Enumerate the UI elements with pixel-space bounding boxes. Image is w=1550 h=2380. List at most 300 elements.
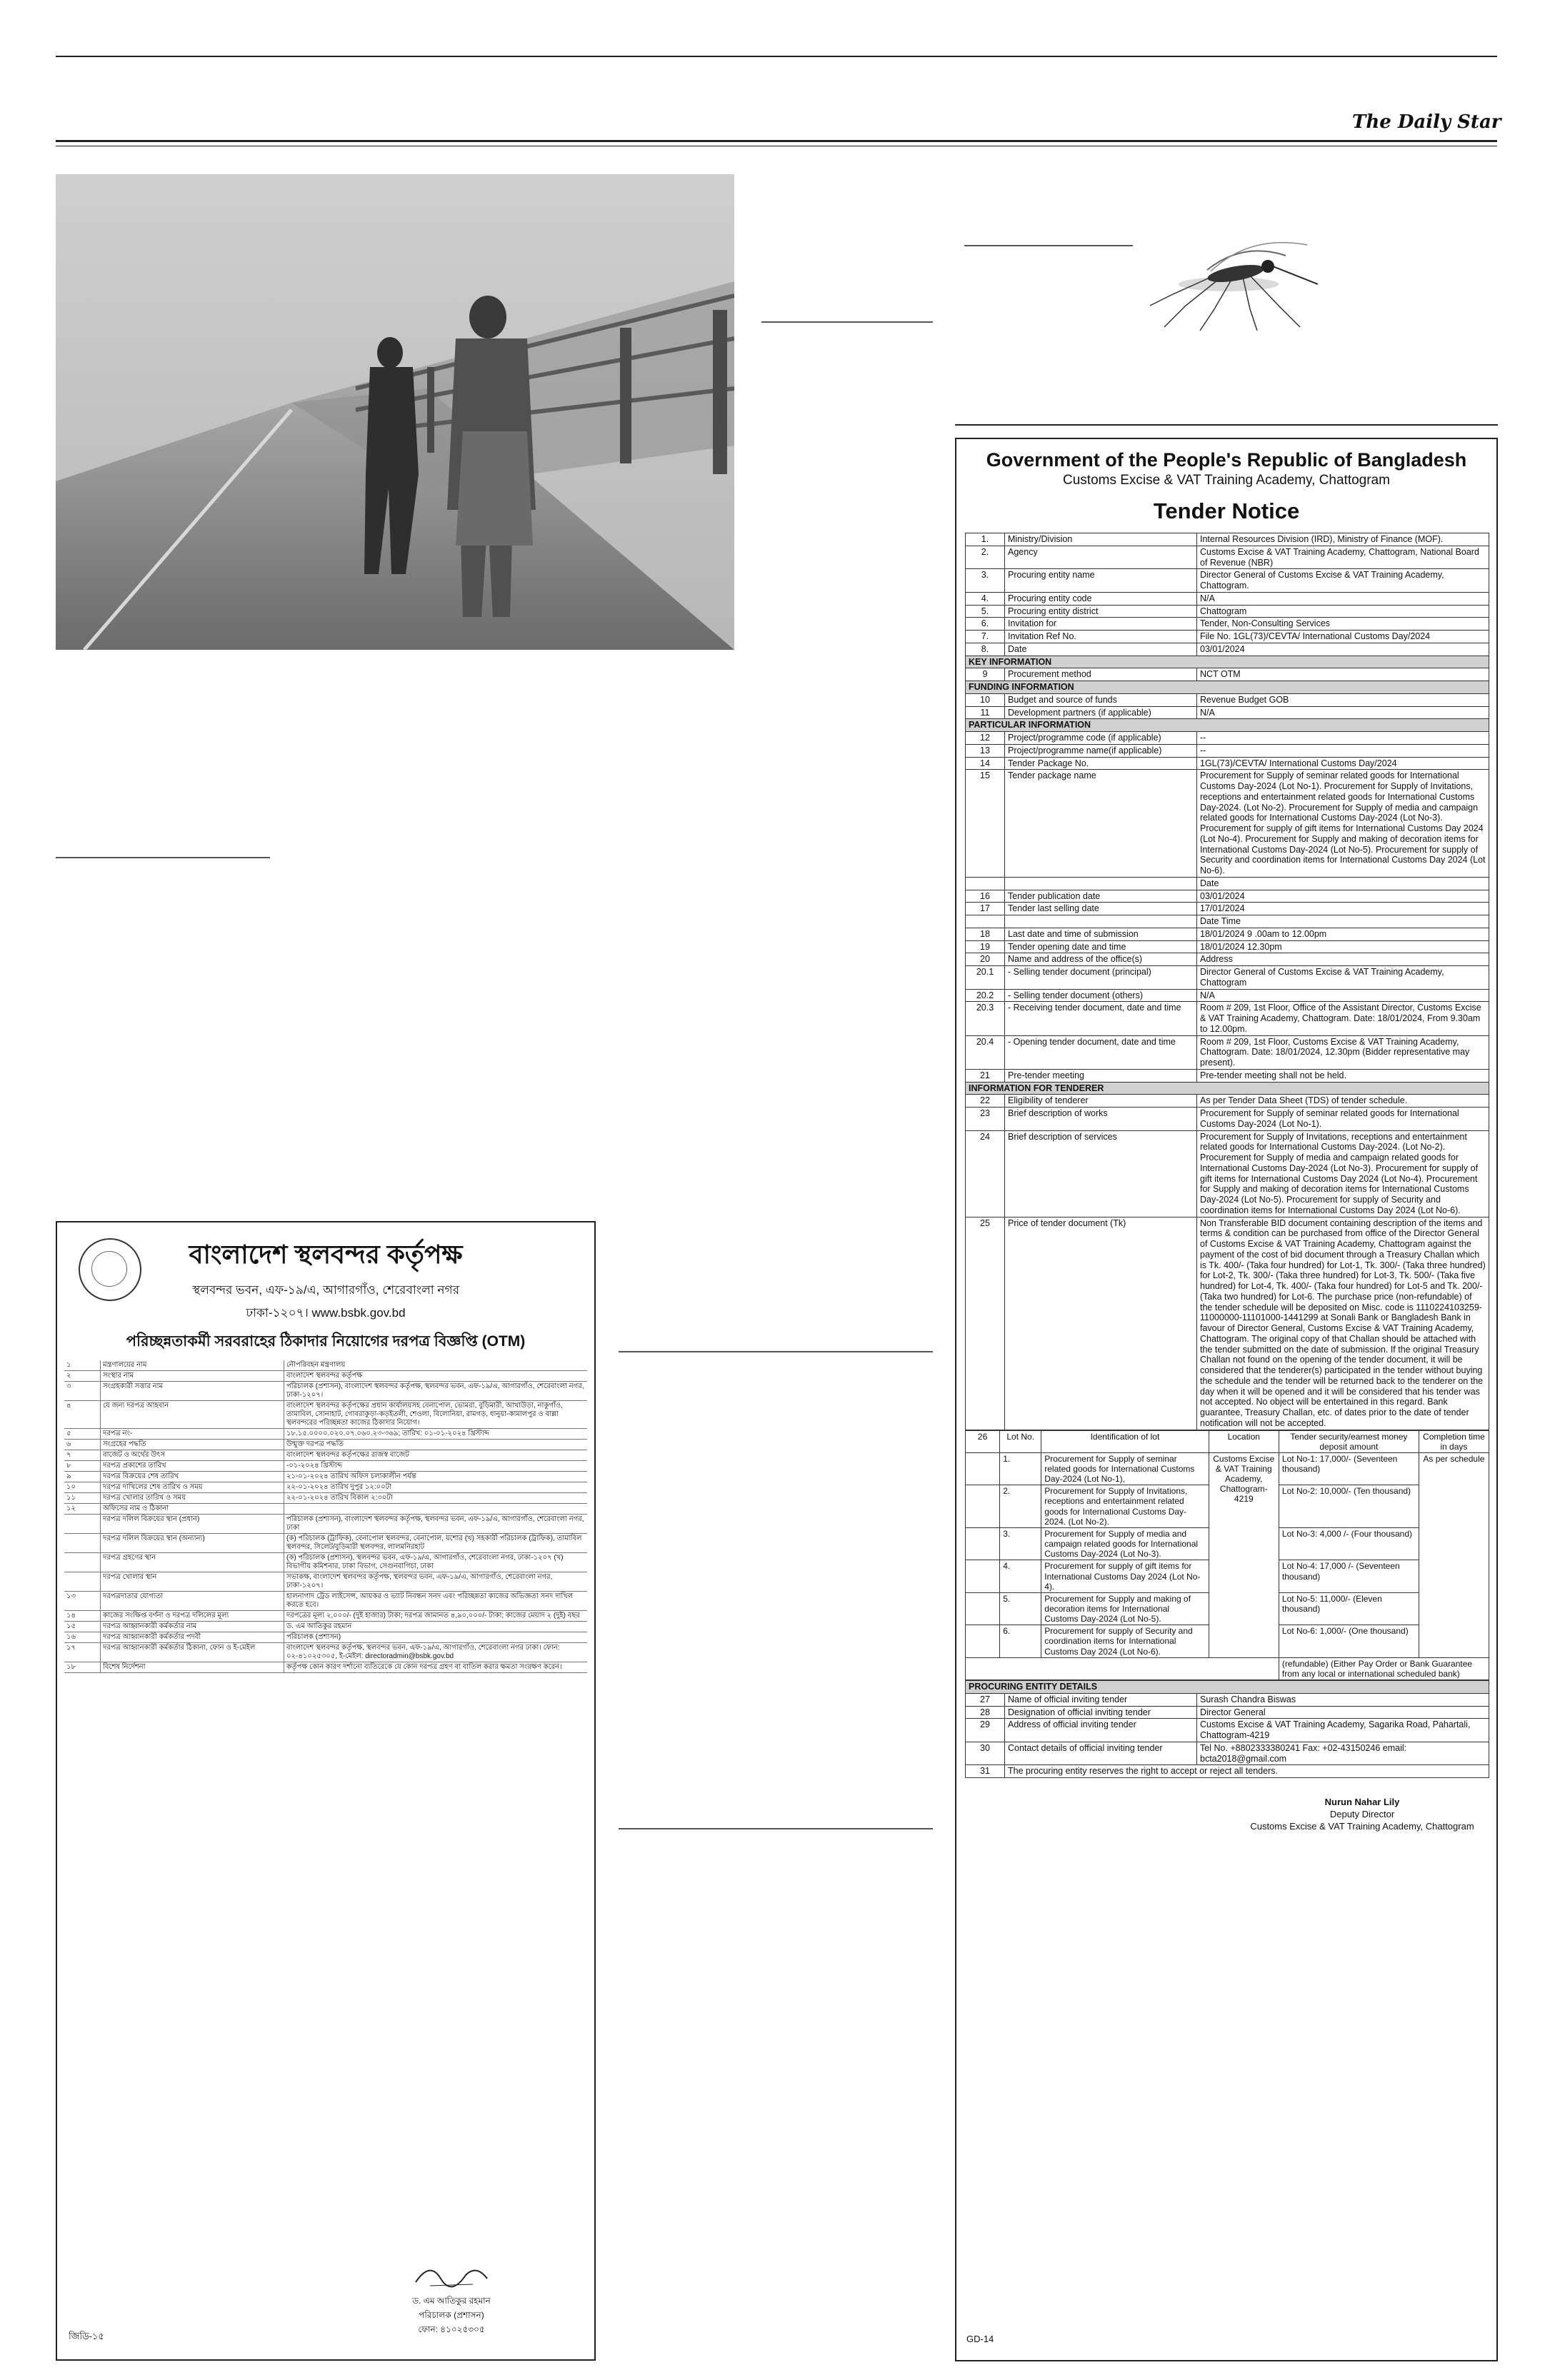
bsbk-row [64, 1504, 587, 1515]
tender-row [966, 757, 1489, 770]
tender-row [966, 877, 1489, 890]
bsbk-row-number: ১৩ [64, 1592, 101, 1610]
row-number: 31 [966, 1765, 1005, 1778]
bsbk-row-label: দরপত্র বিক্রয়ের শেষ তারিখ [101, 1472, 284, 1482]
tender-row [966, 989, 1489, 1002]
bsbk-row-number: ১৪ [64, 1611, 101, 1621]
row-label: The procuring entity reserves the right to accept or reject all tenders. [1005, 1765, 1489, 1778]
lot-blank [966, 1452, 1000, 1485]
lot-identification: Procurement for supply of Security and coordination items for International Customs Day 2024 (Lot No-6). [1041, 1625, 1209, 1657]
bsbk-row [64, 1429, 587, 1440]
lot-header-sec: Tender security/earnest money deposit amount [1279, 1430, 1419, 1452]
row-value: 18/01/2024 12.30pm [1197, 940, 1489, 953]
row-value: As per Tender Data Sheet (TDS) of tender schedule. [1197, 1095, 1489, 1108]
bsbk-row [64, 1662, 587, 1673]
row-number: 23 [966, 1108, 1005, 1131]
tender-row [966, 1035, 1489, 1069]
row-value: Chattogram [1197, 605, 1489, 618]
row-number: 12 [966, 732, 1005, 745]
procuring-entity-table [965, 1680, 1489, 1778]
row-label: Last date and time of submission [1005, 928, 1197, 940]
tender-row [966, 1108, 1489, 1131]
section-label: PARTICULAR INFORMATION [966, 719, 1489, 732]
section-label: PROCURING ENTITY DETAILS [966, 1681, 1489, 1694]
bsbk-row-number: ৫ [64, 1429, 101, 1439]
lot-header-no: 26 [966, 1430, 1000, 1452]
row-label: Procuring entity code [1005, 592, 1197, 605]
bsbk-row [64, 1534, 587, 1553]
bsbk-row-number: ১২ [64, 1504, 101, 1514]
signer-name: Nurun Nahar Lily [1324, 1797, 1400, 1808]
lot-number: 6. [1000, 1625, 1041, 1657]
lot-security-note: (refundable) (Either Pay Order or Bank Guarantee from any local or international scheduled bank) [1279, 1657, 1489, 1679]
bsbk-row-value: সভাকক্ষ, বাংলাদেশ স্থলবন্দর কর্তৃপক্ষ, স্থলবন্দর ভবন, এফ-১৯/এ, আগারগাঁও, শেরেবাংলা নগর, ঢাকা-১২০৭। [286, 1573, 553, 1590]
row-value: Procurement for Supply of seminar related goods for International Customs Day-2024 (Lot No-1). Procurement for Supply of Invitations, receptions and entertainment related goods for International Customs Day-2024. (Lot No-2). Procurement for Supply of media and campaign related goods for International Customs Day-2024 (Lot No-3). Procurement for supply of gift items for International Customs Day 2024 (Lot No-4). Procurement for Supply and making of decoration items for International Customs Day-2024 (Lot No-5). Procurement for supply of Security and coordination items for International Customs Day 2024 (Lot No-6). [1197, 770, 1489, 878]
bsbk-row-number: ১৭ [64, 1643, 101, 1662]
bsbk-row [64, 1371, 587, 1382]
bsbk-row [64, 1515, 587, 1534]
row-number: 19 [966, 940, 1005, 953]
row-value: Date Time [1197, 915, 1489, 928]
row-value: -- [1197, 732, 1489, 745]
bsbk-row-label: দরপত্র প্রকাশের তারিখ [101, 1461, 284, 1471]
row-label: Invitation Ref No. [1005, 631, 1197, 643]
column-rule [964, 245, 1133, 246]
lot-security: Lot No-5: 11,000/- (Eleven thousand) [1279, 1592, 1419, 1625]
row-label: - Opening tender document, date and time [1005, 1035, 1197, 1069]
tender-row [966, 928, 1489, 940]
row-number: 20.1 [966, 966, 1005, 990]
row-label: Brief description of services [1005, 1130, 1197, 1217]
row-label: Address of official inviting tender [1005, 1719, 1197, 1742]
bsbk-address-2: ঢাকা-১২০৭। www.bsbk.gov.bd [246, 1306, 406, 1320]
row-label: Designation of official inviting tender [1005, 1706, 1197, 1719]
tender-section-row [966, 719, 1489, 732]
row-number: 7. [966, 631, 1005, 643]
column-rule [56, 857, 270, 858]
section-label: KEY INFORMATION [966, 656, 1489, 668]
lot-number: 1. [1000, 1452, 1041, 1485]
lot-security: Lot No-3: 4,000 /- (Four thousand) [1279, 1527, 1419, 1560]
lot-number: 3. [1000, 1527, 1041, 1560]
row-number: 20 [966, 953, 1005, 966]
bsbk-row [64, 1643, 587, 1662]
tender-row [966, 533, 1489, 546]
row-value: 17/01/2024 [1197, 903, 1489, 915]
bsbk-row-number: ১ [64, 1360, 101, 1370]
row-number: 24 [966, 1130, 1005, 1217]
procuring-row [966, 1706, 1489, 1719]
signer-title: Deputy Director [1329, 1808, 1395, 1819]
lot-identification: Procurement for Supply and making of decoration items for International Customs Day-2024 (Lot No-5). [1041, 1592, 1209, 1625]
lot-header-ident: Identification of lot [1041, 1430, 1209, 1452]
procuring-row [966, 1742, 1489, 1765]
bsbk-signature [359, 2257, 544, 2338]
bsbk-row [64, 1401, 587, 1429]
bsbk-row [64, 1482, 587, 1493]
fog-bridge-photo [56, 174, 734, 650]
tender-row [966, 605, 1489, 618]
bsbk-row [64, 1553, 587, 1572]
bsbk-table [64, 1360, 587, 1673]
tender-row [966, 770, 1489, 878]
bsbk-row-label: যে জন্য দরপত্র আহবান [101, 1401, 284, 1428]
lot-location: Customs Excise & VAT Training Academy, Chattogram-4219 [1209, 1452, 1279, 1657]
tender-signature [1228, 1797, 1496, 1833]
lot-completion-time: As per schedule [1419, 1452, 1489, 1657]
row-label [1005, 915, 1197, 928]
row-number: 27 [966, 1693, 1005, 1706]
bsbk-row-value: পরিচালক (প্রশাসন), বাংলাদেশ স্থলবন্দর কর্তৃপক্ষ, স্থলবন্দর ভবন, এফ-১৯/এ, আগারগাঁও, শেরেবাংলা নগর, ঢাকা [286, 1515, 584, 1532]
row-value: 03/01/2024 [1197, 643, 1489, 656]
row-number: 5. [966, 605, 1005, 618]
row-value: Director General [1197, 1706, 1489, 1719]
bsbk-row-value: বাংলাদেশ স্থলবন্দর কর্তৃপক্ষের রাজস্ব বাজেট [286, 1451, 409, 1459]
bsbk-row [64, 1450, 587, 1461]
section-label: INFORMATION FOR TENDERER [966, 1082, 1489, 1095]
row-label [1005, 877, 1197, 890]
bsbk-row-value: কর্তৃপক্ষ কোন কারণ দর্শানো ব্যতিরেকে যে কোন দরপত্র গ্রহণ বা বাতিল করার ক্ষমতা সংরক্ষণ করেন। [286, 1663, 562, 1671]
bsbk-row-value: পরিচালক (প্রশাসন), বাংলাদেশ স্থলবন্দর কর্তৃপক্ষ, স্থলবন্দর ভবন, এফ-১৯/এ, আগারগাঁও, শেরেবাংলা নগর, ঢাকা-১২০৭। [286, 1382, 584, 1399]
tender-section-row [966, 681, 1489, 694]
section-label: FUNDING INFORMATION [966, 681, 1489, 694]
tender-row [966, 693, 1489, 706]
row-value: Procurement for Supply of seminar related goods for International Customs Day-2024 (Lot No-1). [1197, 1108, 1489, 1131]
column-rule [619, 1351, 933, 1352]
lot-number: 5. [1000, 1592, 1041, 1625]
lot-identification: Procurement for Supply of media and campaign related goods for International Customs Day-2024 (Lot No-3). [1041, 1527, 1209, 1560]
bsbk-row-number: ৯ [64, 1472, 101, 1482]
bsbk-row-number [64, 1515, 101, 1533]
tender-row [966, 1217, 1489, 1430]
bsbk-row-value: -০১-২০২৪ খ্রিস্টাব্দ [286, 1462, 342, 1470]
bsbk-row-value: ২১-০১-২০২৪ তারিখ অফিস চলাকালীন পর্যন্ত [286, 1472, 416, 1480]
bsbk-row-number: ৮ [64, 1461, 101, 1471]
tender-row [966, 915, 1489, 928]
row-number: 22 [966, 1095, 1005, 1108]
row-value: -- [1197, 744, 1489, 757]
row-label: Tender opening date and time [1005, 940, 1197, 953]
row-value: Non Transferable BID document containing description of the items and terms & condition can be purchased from office of the Director General of Customs Excise & VAT Training Academy, Chattogram against the payment of the cost of bid document through a Treasury Challan which is Tk. 400/- (Taka four hundred) for Lot-1, Tk. 300/- (Taka three hundred) for Lot-2, Tk. 300/- (Taka three hundred) for Lot-3, Tk. 500/- (Taka five hundred) for Lot-4, Tk. 400/- (Taka four hundred) for Lot-5 and Tk. 200/- (Taka two hundred) for Lot-6. The purchase price (non-refundable) of the tender schedule will be deposited on Misc. code is 1110224103259-11000000-11101000-1441299 at Sonali Bank or Bangladesh Bank in favour of Director General, Customs Excise & VAT Training Academy, Chattogram. The original copy of that Challan should be attached with the tender submitted on the date of submission. If the original Treasury Challan not found on the opening of the tender document, it will be considered that the tenderer(s) participated in the tender without buying the schedule and the tender will be returned back to the tenderer on the day when it will be opened and it will be considered that his tender was not accepted. No object will be entertained in this regard. Bank guarantee, Treasury Challan, etc. of dates prior to the date of tender notification will not be accepted. [1197, 1217, 1489, 1430]
row-number: 10 [966, 693, 1005, 706]
row-label: - Receiving tender document, date and time [1005, 1002, 1197, 1035]
row-label: Date [1005, 643, 1197, 656]
lot-blank [966, 1485, 1000, 1528]
bsbk-row [64, 1632, 587, 1643]
bsbk-row [64, 1360, 587, 1371]
row-label: - Selling tender document (others) [1005, 989, 1197, 1002]
row-value: N/A [1197, 989, 1489, 1002]
bsbk-row [64, 1382, 587, 1401]
row-label: Contact details of official inviting tender [1005, 1742, 1197, 1765]
lot-number: 4. [1000, 1560, 1041, 1592]
lot-identification: Procurement for Supply of seminar related goods for International Customs Day-2024 (Lot No-1), [1041, 1452, 1209, 1485]
bsbk-row [64, 1440, 587, 1450]
row-value: 03/01/2024 [1197, 890, 1489, 903]
lot-header-time: Completion time in days [1419, 1430, 1489, 1452]
row-value: Revenue Budget GOB [1197, 693, 1489, 706]
bsbk-row [64, 1592, 587, 1611]
bsbk-row-value: নৌপরিবহন মন্ত্রণালয় [286, 1361, 346, 1369]
tender-gov-title: Government of the People's Republic of Bangladesh [986, 449, 1467, 471]
column-rule [955, 424, 1498, 426]
column-rule [619, 1828, 933, 1829]
row-value: File No. 1GL(73)/CEVTA/ International Customs Day/2024 [1197, 631, 1489, 643]
tender-title: Tender Notice [1153, 498, 1300, 523]
row-label: Project/programme name(if applicable) [1005, 744, 1197, 757]
row-label: Tender Package No. [1005, 757, 1197, 770]
tender-notice [955, 438, 1498, 2361]
row-label: Ministry/Division [1005, 533, 1197, 546]
row-label: Brief description of works [1005, 1108, 1197, 1131]
row-number: 11 [966, 706, 1005, 719]
row-value: Director General of Customs Excise & VAT Training Academy, Chattogram [1197, 966, 1489, 990]
tender-row [966, 618, 1489, 631]
lot-blank [966, 1560, 1000, 1592]
row-label: Pre-tender meeting [1005, 1069, 1197, 1082]
bsbk-row-label: অফিসের নাম ও ঠিকানা [101, 1504, 284, 1514]
row-value: N/A [1197, 592, 1489, 605]
row-number: 9 [966, 668, 1005, 681]
bsbk-row-label: দরপত্র খোলার স্থান [101, 1572, 284, 1591]
tender-section-row [966, 1681, 1489, 1694]
row-number: 15 [966, 770, 1005, 878]
lot-identification: Procurement for Supply of Invitations, receptions and entertainment related goods for International Customs Day-2024. (Lot No-2). [1041, 1485, 1209, 1528]
signature-scribble [409, 2257, 494, 2293]
tender-row [966, 668, 1489, 681]
lot-blank [966, 1625, 1000, 1657]
row-label: Procurement method [1005, 668, 1197, 681]
row-value: Procurement for Supply of Invitations, receptions and entertainment related goods for International Customs Day-2024. (Lot No-2). Procurement for Supply of media and campaign related goods for International Customs Day-2024 (Lot No-3). Procurement for supply of gift items for International Customs Day 2024 (Lot No-4). Procurement for Supply and making of decoration items for International Customs Day-2024 (Lot No-5). Procurement for supply of Security and coordination items for International Customs Day 2024 (Lot No-6). [1197, 1130, 1489, 1217]
bsbk-row-value: ২২-০১-২০২৪ তারিখ দুপুর ১২:০০টা [286, 1483, 391, 1491]
bsbk-row-number: ৩ [64, 1382, 101, 1400]
bsbk-row [64, 1572, 587, 1592]
tender-row [966, 1069, 1489, 1082]
row-label: Name of official inviting tender [1005, 1693, 1197, 1706]
bsbk-row-value: বাংলাদেশ স্থলবন্দর কর্তৃপক্ষ [286, 1372, 363, 1380]
row-number: 2. [966, 546, 1005, 569]
bsbk-row-value: দরপত্রের মূল্য ২,০০০/- (দুই হাজার) টাকা; দরপত্র জামানত ৪,৯০,০০০/- টাকা; কাজের মেয়াদ ২ (দুই) বছর [286, 1612, 580, 1620]
row-label: Price of tender document (Tk) [1005, 1217, 1197, 1430]
row-number: 8. [966, 643, 1005, 656]
tender-row [966, 1095, 1489, 1108]
header-rule-1 [56, 140, 1497, 142]
signer-org: Customs Excise & VAT Training Academy, Chattogram [1250, 1820, 1474, 1832]
tender-row [966, 569, 1489, 593]
row-value: Customs Excise & VAT Training Academy, Chattogram, National Board of Revenue (NBR) [1197, 546, 1489, 569]
bsbk-row-value [284, 1504, 587, 1514]
lot-security: Lot No-2: 10,000/- (Ten thousand) [1279, 1485, 1419, 1528]
row-label: Name and address of the office(s) [1005, 953, 1197, 966]
bsbk-row-label: দরপত্র দলিল বিক্রয়ের স্থান (অন্যান্য) [101, 1534, 284, 1552]
bsbk-row-number: ১০ [64, 1482, 101, 1492]
row-number: 6. [966, 618, 1005, 631]
row-number: 4. [966, 592, 1005, 605]
bsbk-row-label: দরপত্র গ্রহণের স্থান [101, 1553, 284, 1572]
bsbk-row [64, 1611, 587, 1622]
column-rule [761, 321, 933, 323]
row-label: Eligibility of tenderer [1005, 1095, 1197, 1108]
row-number: 1. [966, 533, 1005, 546]
tender-row [966, 953, 1489, 966]
bsbk-row-number: ৭ [64, 1450, 101, 1460]
row-number: 20.3 [966, 1002, 1005, 1035]
row-number: 17 [966, 903, 1005, 915]
row-value: Tel No. +8802333380241 Fax: +02-43150246 email: bcta2018@gmail.com [1197, 1742, 1489, 1765]
row-number: 20.2 [966, 989, 1005, 1002]
row-value: N/A [1197, 706, 1489, 719]
tender-row [966, 890, 1489, 903]
lot-number: 2. [1000, 1485, 1041, 1528]
bsbk-title: বাংলাদেশ স্থলবন্দর কর্তৃপক্ষ [189, 1240, 463, 1269]
bsbk-row-label: দরপত্র নং- [101, 1429, 284, 1439]
bsbk-row-number: ৬ [64, 1440, 101, 1450]
row-number: 18 [966, 928, 1005, 940]
masthead-logo: The Daily Star [1352, 111, 1501, 133]
lot-identification: Procurement for supply of gift items for International Customs Day 2024 (Lot No-4). [1041, 1560, 1209, 1592]
row-number: 3. [966, 569, 1005, 593]
row-value: Room # 209, 1st Floor, Office of the Assistant Director, Customs Excise & VAT Training Academy, Chattogram. Date: 18/01/2024, From 9.30am to 12.00pm. [1197, 1002, 1489, 1035]
bsbk-row-value: উন্মুক্ত দরপত্র পদ্ধতি [286, 1440, 344, 1448]
bsbk-row [64, 1622, 587, 1632]
tender-row [966, 966, 1489, 990]
row-value: Director General of Customs Excise & VAT Training Academy, Chattogram. [1197, 569, 1489, 593]
row-value: Pre-tender meeting shall not be held. [1197, 1069, 1489, 1082]
bsbk-row-value: (ক) পরিচালক (ট্রাফিক), বেনাপোল স্থলবন্দর, বেনাপোল, যশোর (খ) সহকারী পরিচালক (ট্রাফিক), তামাবিল স্থলবন্দর, সিলেট/বুড়িমারী স্থলবন্দর, লালমনিরহাট [286, 1535, 582, 1551]
row-number: 16 [966, 890, 1005, 903]
procuring-row [966, 1719, 1489, 1742]
lot-table [965, 1430, 1489, 1681]
bsbk-row [64, 1461, 587, 1472]
row-label: Invitation for [1005, 618, 1197, 631]
row-number: 20.4 [966, 1035, 1005, 1069]
bsbk-row-label: সংস্থার নাম [101, 1371, 284, 1381]
procuring-row [966, 1765, 1489, 1778]
row-number: 21 [966, 1069, 1005, 1082]
bsbk-row-label: সংগ্রহকারী সত্তার নাম [101, 1382, 284, 1400]
bsbk-row-value: হালনাগাদ ট্রেড লাইসেন্স, আয়কর ও ভ্যাট নিবন্ধন সনদ এবং পরিচ্ছন্নতা কাজের অভিজ্ঞতা সনদ দাখিল করতে হবে। [286, 1592, 574, 1609]
row-number: 30 [966, 1742, 1005, 1765]
row-number: 14 [966, 757, 1005, 770]
row-value: Room # 209, 1st Floor, Customs Excise & VAT Training Academy, Chattogram. Date: 18/01/2024, 12.30pm (Bidder representative may present). [1197, 1035, 1489, 1069]
bsbk-row-value: ১৮.১৫.০০০০.০২০.০৭.০৬০.২৩-৩৬৯; তারিখ: ০১-০১-২০২৪ খ্রিস্টাব্দ [286, 1430, 489, 1437]
lot-note-spacer [966, 1657, 1279, 1679]
row-number: 13 [966, 744, 1005, 757]
bsbk-row-label: দরপত্র দলিল বিক্রয়ের স্থান (প্রধান) [101, 1515, 284, 1533]
tender-row [966, 1130, 1489, 1217]
bsbk-row-number [64, 1534, 101, 1552]
row-value: Date [1197, 877, 1489, 890]
bsbk-row-label: দরপত্রদাতার যোগ্যতা [101, 1592, 284, 1610]
lot-row [966, 1452, 1489, 1485]
row-label: Project/programme code (if applicable) [1005, 732, 1197, 745]
bsbk-row [64, 1493, 587, 1504]
lot-security: Lot No-4: 17,000 /- (Seventeen thousand) [1279, 1560, 1419, 1592]
row-number [966, 915, 1005, 928]
top-rule [56, 56, 1497, 57]
row-value: 1GL(73)/CEVTA/ International Customs Day/2024 [1197, 757, 1489, 770]
bsbk-logo [79, 1238, 141, 1301]
row-value: Surash Chandra Biswas [1197, 1693, 1489, 1706]
bsbk-row-number [64, 1572, 101, 1591]
lot-header-lot: Lot No. [1000, 1430, 1041, 1452]
row-label: Tender last selling date [1005, 903, 1197, 915]
bsbk-row-number: ১১ [64, 1493, 101, 1503]
lot-header-row [966, 1430, 1489, 1452]
gd-code: GD-14 [966, 2334, 994, 2344]
bsbk-gd-code: জিডি-১৫ [69, 2331, 104, 2341]
bsbk-row-number: ২ [64, 1371, 101, 1381]
tender-row [966, 643, 1489, 656]
tender-table [965, 533, 1489, 1430]
bsbk-row-value: বাংলাদেশ স্থলবন্দর কর্তৃপক্ষ, স্থলবন্দর ভবন, এফ-১৯/এ, আগারগাঁও, শেরেবাংলা নগর ঢাকা। ফোন: ০২-৪১০২৫৩০৫, ই-মেইল: directoradmin@bsbk.gov.bd [286, 1644, 560, 1660]
row-label: Agency [1005, 546, 1197, 569]
row-value: Tender, Non-Consulting Services [1197, 618, 1489, 631]
lot-blank [966, 1527, 1000, 1560]
row-number: 28 [966, 1706, 1005, 1719]
tender-section-row [966, 1082, 1489, 1095]
row-label: Tender package name [1005, 770, 1197, 878]
bsbk-row-value: বাংলাদেশ স্থলবন্দর কর্তৃপক্ষের প্রধান কার্যালয়সহ বেনাপোল, ভোমরা, বুড়িমারী, আখাউড়া, নাকুগাঁও, তামাবিল, সোনাহাট, গোবরাকুড়া-কড়ইতলী, শেওলা, বিলোনিয়া, রামগড়, ধানুয়া-কামালপুর ও বাল্লা স্থলবন্দরের পরিচ্ছন্নতা কাজের ঠিকাদার নিয়োগ। [286, 1402, 563, 1427]
bsbk-signer-phone: ফোন: ৪১০২৫৩০৫ [418, 2324, 485, 2334]
row-value: Internal Resources Division (IRD), Ministry of Finance (MOF). [1197, 533, 1489, 546]
tender-row [966, 631, 1489, 643]
tender-row [966, 546, 1489, 569]
bsbk-row-number: ৪ [64, 1401, 101, 1428]
bsbk-signer-title: পরিচালক (প্রশাসন) [419, 2310, 484, 2320]
lot-blank [966, 1592, 1000, 1625]
row-label: - Selling tender document (principal) [1005, 966, 1197, 990]
bsbk-row-label: দরপত্র আহ্বানকারী কর্মকর্তার পদবী [101, 1632, 284, 1642]
bsbk-row [64, 1472, 587, 1482]
bsbk-row-number: ১৬ [64, 1632, 101, 1642]
bsbk-row-number [64, 1553, 101, 1572]
tender-row [966, 903, 1489, 915]
lot-header-loc: Location [1209, 1430, 1279, 1452]
row-value: NCT OTM [1197, 668, 1489, 681]
row-label: Tender publication date [1005, 890, 1197, 903]
bsbk-row-value: ২২-০১-২০২৪ তারিখ বিকাল ২:৩০টা [286, 1494, 393, 1502]
lot-security: Lot No-1: 17,000/- (Seventeen thousand) [1279, 1452, 1419, 1485]
procuring-row [966, 1693, 1489, 1706]
lot-note-row [966, 1657, 1489, 1679]
mosquito-illustration [1143, 227, 1329, 334]
row-label: Procuring entity district [1005, 605, 1197, 618]
bsbk-row-label: দরপত্র আহ্বানকারী কর্মকর্তার ঠিকানা, ফোন ও ই-মেইল [101, 1643, 284, 1662]
row-value: Customs Excise & VAT Training Academy, Sagarika Road, Pahartali, Chattogram-4219 [1197, 1719, 1489, 1742]
row-value: Address [1197, 953, 1489, 966]
tender-row [966, 706, 1489, 719]
tender-section-row [966, 656, 1489, 668]
row-label: Procuring entity name [1005, 569, 1197, 593]
bsbk-row-number: ১৮ [64, 1662, 101, 1672]
tender-academy: Customs Excise & VAT Training Academy, Chattogram [1063, 473, 1390, 488]
row-label: Development partners (if applicable) [1005, 706, 1197, 719]
bsbk-row-label: দরপত্র আহ্বানকারী কর্মকর্তার নাম [101, 1622, 284, 1632]
row-number [966, 877, 1005, 890]
row-number: 29 [966, 1719, 1005, 1742]
bsbk-row-label: কাজের সংক্ষিপ্ত বর্ণনা ও দরপত্র দলিলের মূল্য [101, 1611, 284, 1621]
bsbk-row-label: সংগ্রহের পদ্ধতি [101, 1440, 284, 1450]
tender-row [966, 940, 1489, 953]
bsbk-row-label: দরপত্র খোলার তারিখ ও সময় [101, 1493, 284, 1503]
row-value: 18/01/2024 9 .00am to 12.00pm [1197, 928, 1489, 940]
bsbk-signer-name: ড. এম আতিকুর রহমান [412, 2296, 491, 2306]
bsbk-row-number: ১৫ [64, 1622, 101, 1632]
tender-row [966, 744, 1489, 757]
bsbk-row-value: (ক) পরিচালক (প্রশাসন), স্থলবন্দর ভবন, এফ-১৯/এ, আগারগাঁও, শেরেবাংলা নগর, ঢাকা-১২০৭ (খ) বিভাগীয় কমিশনার, ঢাকা বিভাগ, সেগুনবাগিচা, ঢাকা [286, 1554, 564, 1570]
row-number: 25 [966, 1217, 1005, 1430]
